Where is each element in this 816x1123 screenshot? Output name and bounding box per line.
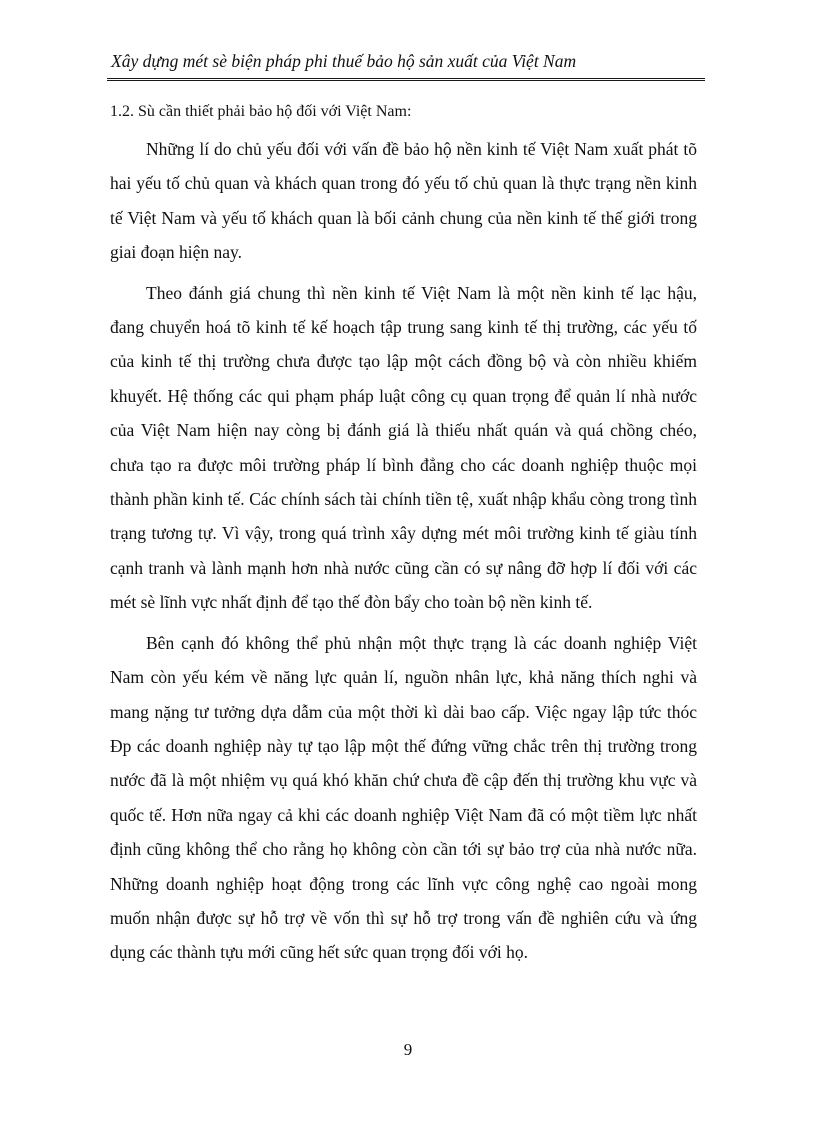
section-heading: 1.2. Sù cần thiết phải bảo hộ đối với Việt Nam: <box>110 103 412 120</box>
body-text <box>110 98 697 976</box>
header-title: Xây dựng mét sè biện pháp phi thuế bảo hộ sản xuất của Việt Nam <box>111 51 577 71</box>
running-header <box>107 47 705 81</box>
paragraph-2: Theo đánh giá chung thì nền kinh tế Việt Nam là một nền kinh tế lạc hậu, đang chuyển hoá tõ kinh tế kế hoạch tập trung sang kinh tế thị trường, các yếu tố của kinh tế thị trường chưa được tạo lập một cách đồng bộ và còn nhiều khiếm khuyết. Hệ thống các qui phạm pháp luật công cụ quan trọng để quản lí nhà nước của Việt Nam hiện nay còng bị đánh giá là thiếu nhất quán và quá chồng chéo, chưa tạo ra được môi trường pháp lí bình đẳng cho các doanh nghiệp thuộc mọi thành phần kinh tế. Các chính sách tài chính tiền tệ, xuất nhập khẩu còng trong tình trạng tương tự. Vì vậy, trong quá trình xây dựng mét môi trường kinh tế giàu tính cạnh tranh và lành mạnh hơn nhà nước cũng cần có sự nâng đỡ hợp lí đối với các mét sè lĩnh vực nhất định để tạo thế đòn bẩy cho toàn bộ nền kinh tế. <box>110 282 697 613</box>
page-number: 9 <box>403 1040 413 1059</box>
paragraph-3: Bên cạnh đó không thể phủ nhận một thực trạng là các doanh nghiệp Việt Nam còn yếu kém về năng lực quản lí, nguồn nhân lực, khả năng thích nghi và mang nặng tư tưởng dựa dẫm của một thời kì dài bao cấp. Việc ngay lập tức thóc Đp các doanh nghiệp này tự tạo lập một thế đứng vững chắc trên thị trường trong nước đã là một nhiệm vụ quá khó khăn chứ chưa đề cập đến thị trường khu vực và quốc tế. Hơn nữa ngay cả khi các doanh nghiệp Việt Nam đã có một tiềm lực nhất định cũng không thể cho rằng họ không còn cần tới sự bảo trợ của nhà nước nữa. Những doanh nghiệp hoạt động trong các lĩnh vực công nghệ cao ngoài mong muốn nhận được sự hỗ trợ về vốn thì sự hỗ trợ trong vấn đề nghiên cứu và ứng dụng các thành tựu mới cũng hết sức quan trọng đối với họ. <box>110 632 697 963</box>
paragraph-1: Những lí do chủ yếu đối với vấn đề bảo hộ nền kinh tế Việt Nam xuất phát tõ hai yếu tố chủ quan và khách quan trong đó yếu tố chủ quan là thực trạng nền kinh tế Việt Nam và yếu tố khách quan là bối cảnh chung của nền kinh tế thế giới trong giai đoạn hiện nay. <box>110 139 697 263</box>
